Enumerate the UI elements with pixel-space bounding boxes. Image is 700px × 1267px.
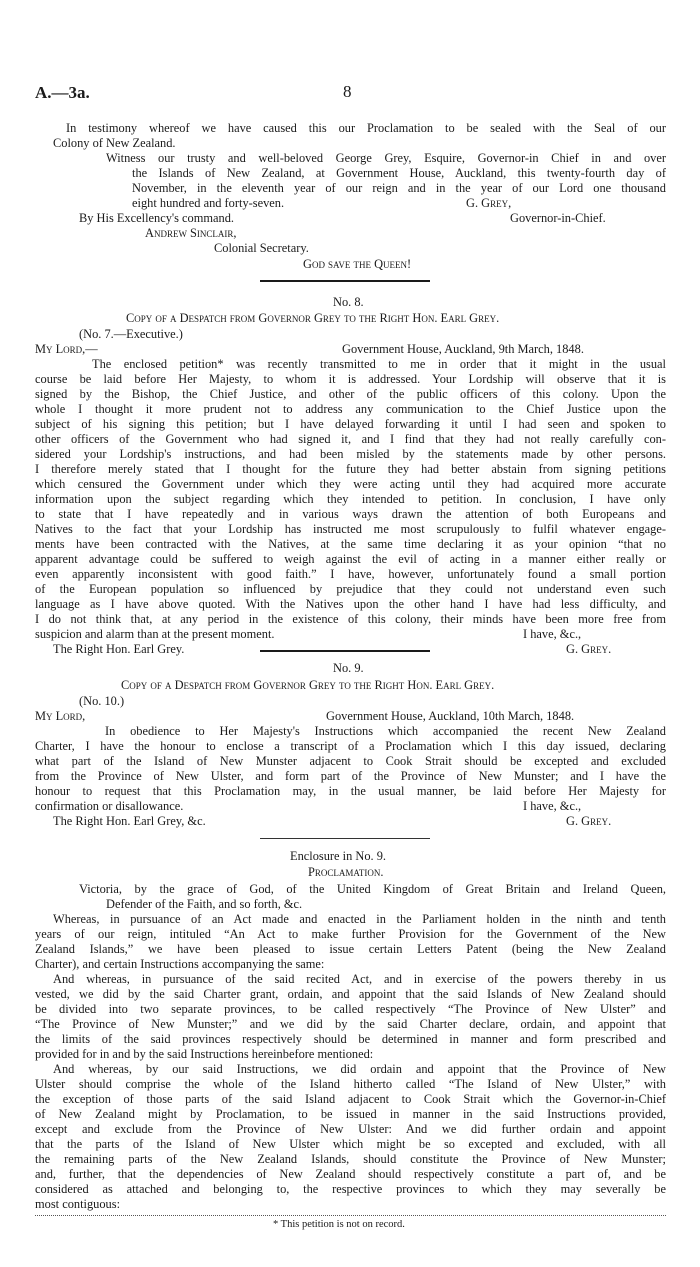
despatch-8-body-line: ments have been contracted with the Natives, at the same time declaring it as your opinion “that no	[35, 537, 666, 551]
proclamation-line: provided for in and by the said Instructions hereinbefore mentioned:	[35, 1047, 374, 1061]
proclamation-line: be divided into two separate provinces, to be called respectively “The Province of New Ulster” and	[35, 1002, 666, 1016]
proclamation-line: Ulster should comprise the whole of the Island hitherto called “The Island of New Ulster,” with	[35, 1077, 666, 1091]
despatch-9-closing: I have, &c.,	[523, 799, 582, 813]
despatch-8-body-line: I do not think that, at any period in the existence of this colony, their minds have been more free from	[35, 612, 666, 626]
despatch-8-body-line: language as I have above quoted. With the Natives upon the other hand I have had less difficulty, and	[35, 597, 666, 611]
proclamation-line: And whereas, in pursuance of the said recited Act, and in exercise of the powers thereby in us	[53, 972, 666, 986]
despatch-8-body-line: course be laid before Her Majesty, to whom it is addressed. Your Lordship will observe that it is	[35, 372, 666, 386]
footnote: * This petition is not on record.	[273, 1219, 405, 1230]
despatch-9-ref: (No. 10.)	[79, 694, 125, 708]
despatch-9-body-line: confirmation or disallowance.	[35, 799, 184, 813]
despatch-8-title: Copy of a Despatch from Governor Grey to the Right Hon. Earl Grey.	[126, 311, 500, 325]
section-divider	[260, 650, 430, 652]
governor-title: Governor-in-Chief.	[510, 211, 606, 225]
witness-line: November, in the eleventh year of our reign and in the year of our Lord one thousand	[132, 181, 666, 195]
despatch-9-body-line: from the Province of New Ulster, and form part of the Province of New Munster; and I have the	[35, 769, 666, 783]
god-save-queen: God save the Queen!	[303, 257, 412, 271]
despatch-9-salutation: My Lord,	[35, 709, 86, 723]
despatch-9-body-line: honour to request that this Proclamation may, in the usual manner, be laid before Her Majesty for	[35, 784, 666, 798]
proclamation-line: most contiguous:	[35, 1197, 121, 1211]
witness-line: the Islands of New Zealand, at Government House, Auckland, this twenty-fourth day of	[132, 166, 666, 180]
proclamation-line: except and exclude from the Province of New Ulster: And we did further ordain and appoint	[35, 1122, 666, 1136]
despatch-8-body-line: signed by the Bishop, the Chief Justice, and other of the public officers of this colony. Upon the	[35, 387, 666, 401]
witness-line: Witness our trusty and well-beloved George Grey, Esquire, Governor-in Chief in and over	[106, 151, 666, 165]
despatch-9-place-date: Government House, Auckland, 10th March, 1848.	[326, 709, 575, 723]
despatch-9-body-line: Charter, I have the honour to enclose a transcript of a Proclamation which I this day issued, declaring	[35, 739, 666, 753]
despatch-8-body-line: information upon the subject regarding which they intended to petition. In conclusion, I have only	[35, 492, 666, 506]
enclosure-heading: Enclosure in No. 9.	[290, 849, 387, 863]
document-reference: A.—3a.	[35, 83, 90, 102]
despatch-8-body-line: suspicion and alarm than at the present moment.	[35, 627, 275, 641]
despatch-9-body-line: In obedience to Her Majesty's Instructions which accompanied the recent New Zealand	[105, 724, 666, 738]
secretary-title: Colonial Secretary.	[214, 241, 309, 255]
despatch-8-addressee: The Right Hon. Earl Grey.	[53, 642, 185, 656]
despatch-8-signature: G. Grey.	[566, 642, 612, 656]
despatch-8-closing: I have, &c.,	[523, 627, 582, 641]
proclamation-line: considered as attached and belonging to, the respective provinces to which they may severally be	[35, 1182, 666, 1196]
despatch-8-body-line: subject of his signing this petition; but I have delayed forwarding it until I had seen and spoken to	[35, 417, 666, 431]
despatch-8-heading: No. 8.	[333, 295, 364, 309]
despatch-9-addressee: The Right Hon. Earl Grey, &c.	[53, 814, 206, 828]
despatch-8-body-line: whole I thought it more prudent not to address any communication to the Chief Justice upon the	[35, 402, 666, 416]
footnote-divider	[35, 1215, 666, 1216]
page-number: 8	[343, 82, 352, 101]
despatch-8-body-line: even apparently inconsistent with good faith.” I have, however, unfortunately found a small portion	[35, 567, 666, 581]
proclamation-line: Victoria, by the grace of God, of the United Kingdom of Great Britain and Ireland Queen,	[79, 882, 666, 896]
despatch-8-body-line: apparent advantage could be suffered to weigh against the evil of acting in a manner either really or	[35, 552, 666, 566]
despatch-8-body-line: sidered your Lordship's instructions, and had been misled by the statements made by other persons.	[35, 447, 666, 461]
despatch-8-body-line: to state that I have repeatedly and in various ways drawn the attention of both Europeans and	[35, 507, 666, 521]
proclamation-line: years of our reign, intituled “An Act to make further Provision for the Government of the New	[35, 927, 666, 941]
despatch-9-body-line: what part of the Island of New Munster adjacent to Cook Strait should be excepted and excluded	[35, 754, 666, 768]
despatch-9-heading: No. 9.	[333, 661, 364, 675]
proclamation-line: And whereas, by our said Instructions, we did ordain and appoint that the Province of New	[53, 1062, 666, 1076]
despatch-8-body-line: The enclosed petition* was recently transmitted to me in order that it might in the usual	[92, 357, 666, 371]
testimony-line: In testimony whereof we have caused this our Proclamation to be sealed with the Seal of our	[66, 121, 666, 135]
despatch-8-body-line: other officers of the Government who had signed it, and I find that they had not really carefully con-	[35, 432, 666, 446]
proclamation-line: vested, we did by the said Charter grant, ordain, and appoint that the said Islands of New Zealand should	[35, 987, 666, 1001]
proclamation-line: the exception of those parts of the said Island adjacent to Cook Strait which the Governor-in-Chief	[35, 1092, 666, 1106]
signature-grey: G. Grey,	[466, 196, 512, 210]
witness-line: eight hundred and forty-seven.	[132, 196, 285, 210]
despatch-8-place-date: Government House, Auckland, 9th March, 1848.	[342, 342, 584, 356]
proclamation-line: that the parts of the Island of New Ulster which might be so excepted and excluded, with all	[35, 1137, 666, 1151]
proclamation-heading: Proclamation.	[308, 865, 384, 879]
despatch-8-body-line: Natives to the fact that your Lordship has instructed me most scrupulously to fulfil whatever engage-	[35, 522, 666, 536]
despatch-8-body-line: which censured the Government under which they were acting until they had acquired more accurate	[35, 477, 666, 491]
testimony-line: Colony of New Zealand.	[53, 136, 176, 150]
proclamation-line: of New Zealand might by Proclamation, to be issued in manner in the said Instructions provided,	[35, 1107, 666, 1121]
proclamation-line: the limits of the said provinces respectively should be determined in manner and form prescribed and	[35, 1032, 666, 1046]
proclamation-line: the remaining parts of the New Zealand Islands, should constitute the Province of New Munster;	[35, 1152, 666, 1166]
despatch-8-salutation: My Lord,—	[35, 342, 98, 356]
despatch-8-ref: (No. 7.—Executive.)	[79, 327, 183, 341]
proclamation-line: Charter), and certain Instructions accompanying the same:	[35, 957, 325, 971]
despatch-8-body-line: I therefore merely stated that I thought for the future they had better abstain from signing petitions	[35, 462, 666, 476]
despatch-9-title: Copy of a Despatch from Governor Grey to the Right Hon. Earl Grey.	[121, 678, 495, 692]
despatch-9-signature: G. Grey.	[566, 814, 612, 828]
proclamation-line: Defender of the Faith, and so forth, &c.	[106, 897, 303, 911]
section-divider	[260, 280, 430, 282]
proclamation-line: Zealand Islands,” we have been pleased to issue certain Letters Patent (being the New Zealand	[35, 942, 666, 956]
command-line: By His Excellency's command.	[79, 211, 235, 225]
despatch-8-body-line: of the European population so influenced by prejudice that they could not understand even such	[35, 582, 666, 596]
proclamation-line: Whereas, in pursuance of an Act made and enacted in the Parliament holden in the ninth and tenth	[53, 912, 666, 926]
proclamation-line: “The Province of New Munster;” and we did by the said Charter declare, ordain, and appoint that	[35, 1017, 666, 1031]
proclamation-line: and, further, that the dependencies of New Zealand should respectively constitute a part of, and be	[35, 1167, 666, 1181]
signature-sinclair: Andrew Sinclair,	[145, 226, 237, 240]
section-divider	[260, 838, 430, 839]
